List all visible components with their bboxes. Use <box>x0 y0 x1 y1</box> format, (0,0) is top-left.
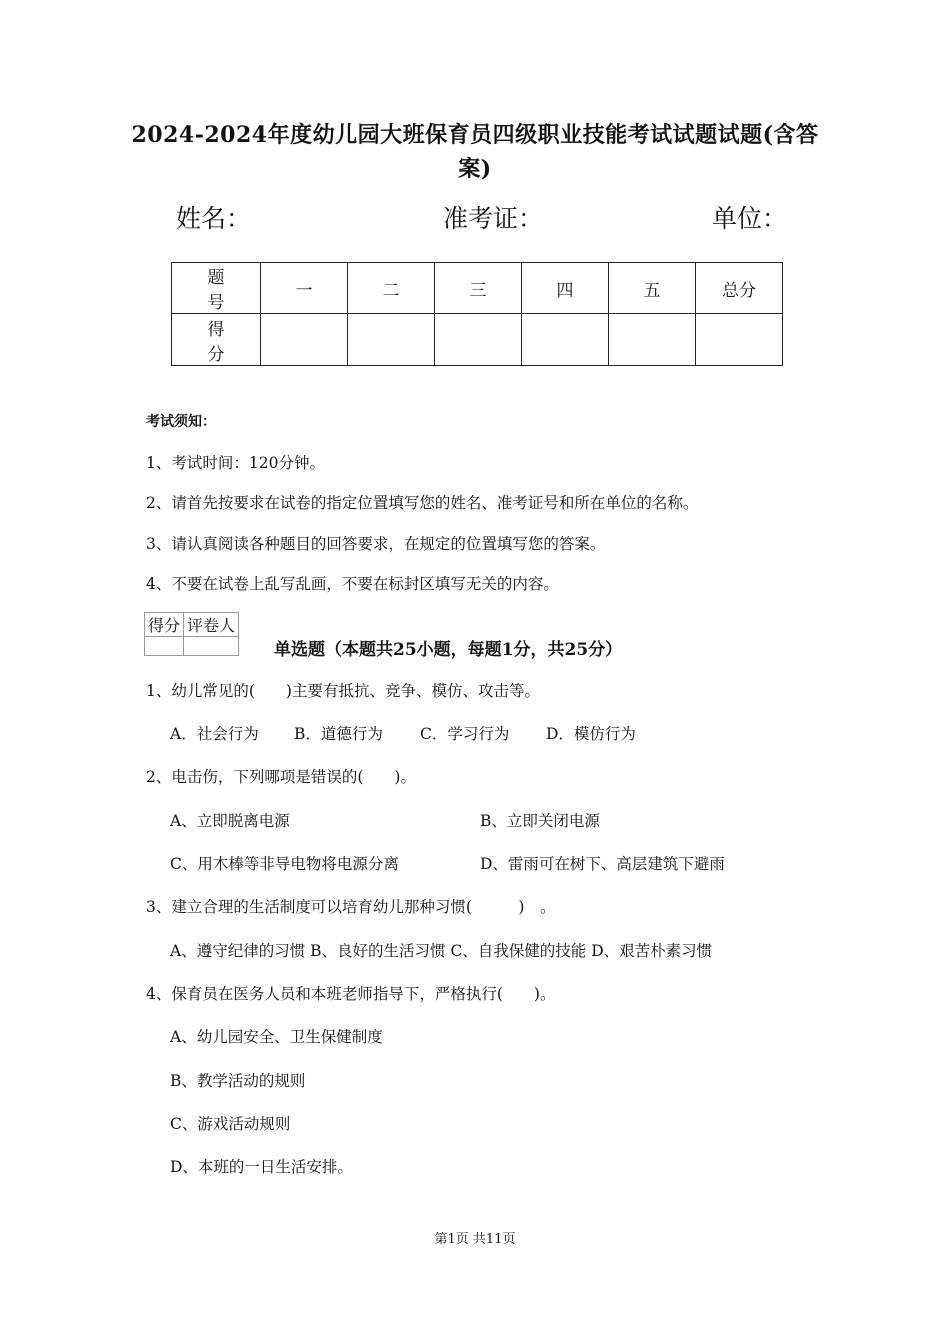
q4-option-d: D、本班的一日生活安排。 <box>170 1158 353 1176</box>
q4-option-b: B、教学活动的规则 <box>170 1072 306 1090</box>
question-2: 2、电击伤，下列哪项是错误的( )。 <box>146 768 416 786</box>
q2-option-b: B、立即关闭电源 <box>480 812 600 830</box>
grader-box <box>144 612 239 656</box>
score-row-label: 得 分 <box>172 314 261 366</box>
notice-item: 4、不要在试卷上乱写乱画，不要在标封区填写无关的内容。 <box>146 575 559 593</box>
score-header-cell: 四 <box>522 263 609 314</box>
score-header-cell: 三 <box>435 263 522 314</box>
score-header-cell: 总分 <box>696 263 783 314</box>
score-input-cell[interactable] <box>609 314 696 366</box>
score-table-header-row <box>172 263 783 314</box>
score-header-cell: 五 <box>609 263 696 314</box>
unit-field-label: 单位： <box>712 204 788 233</box>
question-3: 3、建立合理的生活制度可以培育幼儿那种习惯( ) 。 <box>146 898 556 916</box>
score-header-cell: 一 <box>261 263 348 314</box>
q1-option-d: D．模仿行为 <box>546 725 636 743</box>
q2-option-d: D、雷雨可在树下、高层建筑下避雨 <box>480 855 725 873</box>
grader-reviewer-label: 评卷人 <box>184 613 239 637</box>
score-table <box>171 262 783 366</box>
score-input-cell[interactable] <box>522 314 609 366</box>
score-input-cell[interactable] <box>435 314 522 366</box>
q2-option-a: A、立即脱离电源 <box>170 812 290 830</box>
score-header-label: 题 号 <box>172 263 261 314</box>
question-4: 4、保育员在医务人员和本班老师指导下，严格执行( )。 <box>146 985 556 1003</box>
grader-reviewer-cell[interactable] <box>184 637 239 656</box>
grader-score-label: 得分 <box>145 613 184 637</box>
q1-option-b: B．道德行为 <box>294 725 383 743</box>
notice-item: 3、请认真阅读各种题目的回答要求，在规定的位置填写您的答案。 <box>146 535 606 553</box>
page-footer: 第1页 共11页 <box>434 1232 516 1247</box>
q2-option-c: C、用木棒等非导电物将电源分离 <box>170 855 399 873</box>
q4-option-c: C、游戏活动规则 <box>170 1115 291 1133</box>
name-field-label: 姓名： <box>176 204 252 233</box>
question-1: 1、幼儿常见的( )主要有抵抗、竞争、模仿、攻击等。 <box>146 682 540 700</box>
notice-item: 2、请首先按要求在试卷的指定位置填写您的姓名、准考证号和所在单位的名称。 <box>146 494 699 512</box>
score-input-cell[interactable] <box>696 314 783 366</box>
score-header-cell: 二 <box>348 263 435 314</box>
exam-number-field-label: 准考证： <box>443 204 544 233</box>
notice-title: 考试须知： <box>146 414 216 430</box>
q1-option-a: A．社会行为 <box>170 725 259 743</box>
grader-score-cell[interactable] <box>145 637 184 656</box>
q4-option-a: A、幼儿园安全、卫生保健制度 <box>170 1028 383 1046</box>
notice-item: 1、考试时间：120分钟。 <box>146 454 325 472</box>
score-table-score-row <box>172 314 783 366</box>
q1-option-c: C．学习行为 <box>420 725 510 743</box>
q3-options: A、遵守纪律的习惯 B、良好的生活习惯 C、自我保健的技能 D、艰苦朴素习惯 <box>170 942 713 960</box>
score-input-cell[interactable] <box>348 314 435 366</box>
page-title: 2024-2024年度幼儿园大班保育员四级职业技能考试试题试题(含答案) <box>131 122 819 182</box>
section-title: 单选题（本题共25小题，每题1分，共25分） <box>274 640 623 660</box>
